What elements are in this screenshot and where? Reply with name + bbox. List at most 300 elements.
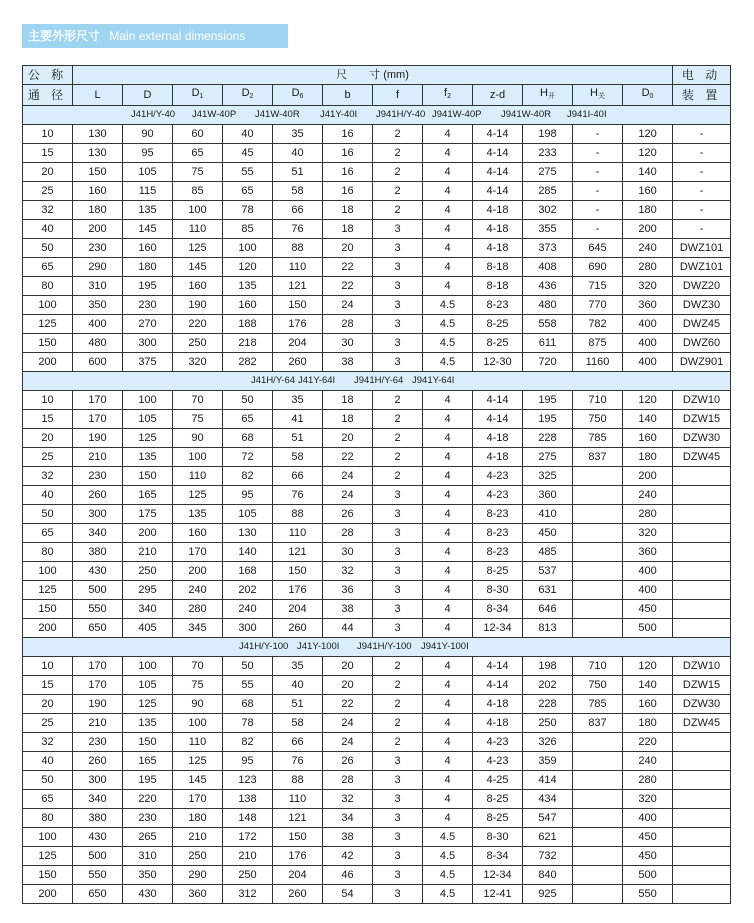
table-row xyxy=(23,771,731,790)
dimension-cell: 558 xyxy=(523,315,573,334)
dimension-cell: 125 xyxy=(123,429,173,448)
dimension-cell: 24 xyxy=(323,467,373,486)
dimension-cell: 250 xyxy=(223,866,273,885)
dimension-cell: 54 xyxy=(323,885,373,904)
dimension-cell: 4 xyxy=(423,790,473,809)
column-header xyxy=(173,85,223,106)
dimension-cell: 18 xyxy=(323,391,373,410)
dimension-cell: 3 xyxy=(373,524,423,543)
actuator-cell: DZW10 xyxy=(673,657,731,676)
column-header-text: H xyxy=(590,87,598,99)
dimension-cell: 240 xyxy=(623,239,673,258)
model-band xyxy=(23,372,731,391)
dimension-cell: 38 xyxy=(323,353,373,372)
dimension-cell: 646 xyxy=(523,600,573,619)
dimension-cell: 4.5 xyxy=(423,334,473,353)
table-row xyxy=(23,486,731,505)
dimension-cell: 20 xyxy=(323,239,373,258)
dimension-cell: 8-25 xyxy=(473,334,523,353)
column-header-sub: 关 xyxy=(597,93,605,100)
dimension-cell: 4 xyxy=(423,524,473,543)
dimension-cell: 78 xyxy=(223,714,273,733)
nominal-diameter-cell: 40 xyxy=(23,486,73,505)
dimension-cell: 340 xyxy=(123,600,173,619)
dimension-cell: 1160 xyxy=(573,353,623,372)
dimension-cell: 42 xyxy=(323,847,373,866)
dimension-cell: 90 xyxy=(123,125,173,144)
actuator-cell xyxy=(673,771,731,790)
dimension-cell: 105 xyxy=(123,676,173,695)
dimension-cell: 400 xyxy=(73,315,123,334)
dimension-cell: 2 xyxy=(373,182,423,201)
dimension-cell: 76 xyxy=(273,486,323,505)
nominal-diameter-cell: 125 xyxy=(23,315,73,334)
dimension-cell: 8-23 xyxy=(473,543,523,562)
dimension-cell: - xyxy=(573,163,623,182)
dimension-cell: 770 xyxy=(573,296,623,315)
dimension-cell: 550 xyxy=(73,866,123,885)
actuator-cell xyxy=(673,600,731,619)
dimension-cell: 4-18 xyxy=(473,714,523,733)
column-header: D xyxy=(123,85,173,106)
dimension-cell: 2 xyxy=(373,714,423,733)
dimension-cell: 4 xyxy=(423,543,473,562)
dimension-cell: 180 xyxy=(73,201,123,220)
dimension-cell: 110 xyxy=(273,790,323,809)
dimension-cell: 130 xyxy=(73,144,123,163)
dimension-cell: 3 xyxy=(373,353,423,372)
dimension-cell: 24 xyxy=(323,733,373,752)
dimension-cell: 12-41 xyxy=(473,885,523,904)
dimension-cell xyxy=(573,752,623,771)
dimension-cell: 282 xyxy=(223,353,273,372)
dimension-cell: 3 xyxy=(373,239,423,258)
dimension-cell: 375 xyxy=(123,353,173,372)
actuator-cell: DZW30 xyxy=(673,429,731,448)
nominal-diameter-cell: 50 xyxy=(23,771,73,790)
dimension-cell: 72 xyxy=(223,448,273,467)
dimension-cell: - xyxy=(573,201,623,220)
dimension-cell: 90 xyxy=(173,695,223,714)
model-band-cell xyxy=(23,372,731,391)
dimension-cell: 408 xyxy=(523,258,573,277)
dimension-cell: 28 xyxy=(323,771,373,790)
dimension-cell: 190 xyxy=(173,296,223,315)
dimension-cell: 210 xyxy=(73,448,123,467)
dimension-cell: 20 xyxy=(323,429,373,448)
nominal-diameter-cell: 10 xyxy=(23,125,73,144)
dimension-cell: 410 xyxy=(523,505,573,524)
dimension-cell: 8-23 xyxy=(473,296,523,315)
dimension-cell: 46 xyxy=(323,866,373,885)
dimension-cell xyxy=(573,733,623,752)
dimension-cell: 400 xyxy=(623,809,673,828)
dimension-cell: 35 xyxy=(273,125,323,144)
dimension-cell: 123 xyxy=(223,771,273,790)
column-header: b xyxy=(323,85,373,106)
nominal-diameter-cell: 200 xyxy=(23,353,73,372)
dimension-cell: 51 xyxy=(273,695,323,714)
nominal-diameter-cell: 10 xyxy=(23,391,73,410)
dimension-cell: 110 xyxy=(273,524,323,543)
column-header xyxy=(623,85,673,106)
dimension-cell: 200 xyxy=(173,562,223,581)
column-header-text: D xyxy=(291,87,300,99)
dimension-cell: 2 xyxy=(373,410,423,429)
dimension-cell: 160 xyxy=(623,695,673,714)
dimension-cell: 135 xyxy=(123,448,173,467)
dimension-cell: 176 xyxy=(273,315,323,334)
actuator-head-2: 装 置 xyxy=(673,85,731,106)
dimension-cell: 355 xyxy=(523,220,573,239)
dimension-cell: 345 xyxy=(173,619,223,638)
dimension-cell: 30 xyxy=(323,543,373,562)
nominal-diameter-cell: 25 xyxy=(23,182,73,201)
model-code: J941I-40I xyxy=(567,109,607,120)
dimension-cell: 22 xyxy=(323,258,373,277)
dimension-cell: 240 xyxy=(173,581,223,600)
nominal-diameter-cell: 100 xyxy=(23,828,73,847)
actuator-cell: DWZ20 xyxy=(673,277,731,296)
nominal-diameter-cell: 125 xyxy=(23,847,73,866)
dimension-cell: 500 xyxy=(623,619,673,638)
table-row xyxy=(23,410,731,429)
dimension-cell: 160 xyxy=(623,182,673,201)
dimension-cell: 168 xyxy=(223,562,273,581)
actuator-cell: DWZ101 xyxy=(673,258,731,277)
dimension-cell: 40 xyxy=(273,676,323,695)
dimension-cell: 2 xyxy=(373,448,423,467)
dimension-cell: 204 xyxy=(273,866,323,885)
dimension-cell: 85 xyxy=(173,182,223,201)
dimension-cell: - xyxy=(573,144,623,163)
actuator-cell: - xyxy=(673,125,731,144)
dimension-cell: 4 xyxy=(423,771,473,790)
dimension-cell: 4 xyxy=(423,600,473,619)
dimension-cell: 32 xyxy=(323,562,373,581)
dimension-cell: 4 xyxy=(423,714,473,733)
dimension-cell: 12-30 xyxy=(473,353,523,372)
dimension-cell: - xyxy=(573,220,623,239)
dimension-cell: 202 xyxy=(523,676,573,695)
dimension-cell: 3 xyxy=(373,866,423,885)
dimension-cell: 485 xyxy=(523,543,573,562)
table-row xyxy=(23,676,731,695)
dimension-cell: 450 xyxy=(623,828,673,847)
dimension-cell: 4.5 xyxy=(423,866,473,885)
dimension-cell: 90 xyxy=(173,429,223,448)
dimension-cell: 537 xyxy=(523,562,573,581)
nominal-diameter-cell: 50 xyxy=(23,505,73,524)
actuator-cell xyxy=(673,543,731,562)
model-code: J41H/Y-64 xyxy=(251,375,296,386)
nominal-diameter-cell: 150 xyxy=(23,866,73,885)
dimension-cell: 400 xyxy=(623,581,673,600)
dimension-cell: 840 xyxy=(523,866,573,885)
dimension-cell: 4 xyxy=(423,467,473,486)
dimension-cell xyxy=(573,619,623,638)
dimension-cell: 125 xyxy=(173,752,223,771)
dimension-cell: 130 xyxy=(73,125,123,144)
dimension-cell: 202 xyxy=(223,581,273,600)
dimension-cell: 430 xyxy=(73,562,123,581)
dimension-cell: 100 xyxy=(173,714,223,733)
dimension-cell: 170 xyxy=(173,543,223,562)
dimension-cell: 250 xyxy=(123,562,173,581)
dimension-cell: 2 xyxy=(373,467,423,486)
dimension-cell: 138 xyxy=(223,790,273,809)
dimension-cell: 500 xyxy=(73,581,123,600)
table-row xyxy=(23,505,731,524)
dimension-cell: 65 xyxy=(223,410,273,429)
dimension-cell: 105 xyxy=(223,505,273,524)
dimension-cell: 38 xyxy=(323,600,373,619)
dimension-cell: 500 xyxy=(73,847,123,866)
actuator-cell xyxy=(673,581,731,600)
dimension-cell: 140 xyxy=(623,163,673,182)
table-row xyxy=(23,847,731,866)
dimension-cell xyxy=(573,524,623,543)
dimension-cell: 360 xyxy=(623,543,673,562)
dimension-cell: 270 xyxy=(123,315,173,334)
dimension-cell: 715 xyxy=(573,277,623,296)
dimension-cell: 320 xyxy=(623,790,673,809)
dimension-cell: 160 xyxy=(73,182,123,201)
column-header-sub: 2 xyxy=(249,93,254,100)
dimension-cell: 135 xyxy=(123,714,173,733)
dimension-cell: 230 xyxy=(123,809,173,828)
actuator-cell: DWZ45 xyxy=(673,315,731,334)
dimension-cell: 550 xyxy=(623,885,673,904)
dimension-cell: 4 xyxy=(423,486,473,505)
dimension-cell: 190 xyxy=(73,695,123,714)
dimension-cell: 51 xyxy=(273,163,323,182)
dimension-cell: 611 xyxy=(523,334,573,353)
dimension-cell: 400 xyxy=(623,562,673,581)
dimension-cell: 550 xyxy=(73,600,123,619)
dimension-cell: 310 xyxy=(123,847,173,866)
table-row xyxy=(23,353,731,372)
actuator-cell: DZW30 xyxy=(673,695,731,714)
actuator-cell xyxy=(673,885,731,904)
section-title-cn: 主要外形尺寸 xyxy=(28,29,101,43)
column-header xyxy=(523,85,573,106)
table-row xyxy=(23,125,731,144)
dimension-cell: 150 xyxy=(123,733,173,752)
dimension-cell: 326 xyxy=(523,733,573,752)
dimension-cell: 100 xyxy=(173,201,223,220)
dimension-cell: 710 xyxy=(573,391,623,410)
actuator-cell xyxy=(673,619,731,638)
actuator-cell: DWZ30 xyxy=(673,296,731,315)
dimension-cell: 480 xyxy=(523,296,573,315)
dimension-cell: 280 xyxy=(623,505,673,524)
dimension-cell: 180 xyxy=(173,809,223,828)
model-code: J41Y-40I xyxy=(320,109,358,120)
dimension-cell: 176 xyxy=(273,847,323,866)
dimension-cell: 4 xyxy=(423,277,473,296)
dimension-cell: 4 xyxy=(423,391,473,410)
dimension-cell: 785 xyxy=(573,429,623,448)
dimension-cell: 230 xyxy=(123,296,173,315)
nominal-diameter-cell: 80 xyxy=(23,543,73,562)
dimension-cell: 45 xyxy=(223,144,273,163)
dimension-cell: 176 xyxy=(273,581,323,600)
dimension-cell: 150 xyxy=(273,562,323,581)
dimension-cell: 650 xyxy=(73,619,123,638)
dimension-cell: 4 xyxy=(423,258,473,277)
dimension-cell: 210 xyxy=(223,847,273,866)
dimension-cell: 210 xyxy=(123,543,173,562)
dimension-cell: 2 xyxy=(373,695,423,714)
nominal-diameter-head-1: 公 称 xyxy=(23,66,73,85)
dimension-cell: 295 xyxy=(123,581,173,600)
dimension-cell: 121 xyxy=(273,543,323,562)
dimension-cell: 50 xyxy=(223,657,273,676)
nominal-diameter-cell: 200 xyxy=(23,885,73,904)
dimension-cell: 275 xyxy=(523,448,573,467)
dimension-cell: 720 xyxy=(523,353,573,372)
dimension-cell: 160 xyxy=(623,429,673,448)
dimension-cell: 58 xyxy=(273,448,323,467)
dimension-cell: 450 xyxy=(623,600,673,619)
table-row xyxy=(23,429,731,448)
dimension-cell: 3 xyxy=(373,315,423,334)
dimension-cell: 260 xyxy=(73,486,123,505)
dimension-cell xyxy=(573,828,623,847)
dimension-cell: 3 xyxy=(373,581,423,600)
dimension-cell: 180 xyxy=(123,258,173,277)
dimension-cell: 160 xyxy=(223,296,273,315)
dimension-cell: 68 xyxy=(223,429,273,448)
dimension-cell: 4-14 xyxy=(473,410,523,429)
actuator-cell xyxy=(673,809,731,828)
dimension-cell: 4 xyxy=(423,676,473,695)
actuator-cell: DZW45 xyxy=(673,448,731,467)
dimension-cell: 360 xyxy=(523,486,573,505)
actuator-cell: - xyxy=(673,144,731,163)
table-row xyxy=(23,885,731,904)
dimension-cell: 450 xyxy=(523,524,573,543)
dimension-cell: 100 xyxy=(123,657,173,676)
dimension-cell: 120 xyxy=(623,391,673,410)
dimension-cell: 8-25 xyxy=(473,809,523,828)
dimension-cell: 150 xyxy=(273,296,323,315)
dimension-cell: 16 xyxy=(323,182,373,201)
dimension-cell: 200 xyxy=(623,220,673,239)
dimension-cell: 250 xyxy=(523,714,573,733)
dimension-cell: 4-23 xyxy=(473,733,523,752)
dimension-cell: 813 xyxy=(523,619,573,638)
dimension-cell: 26 xyxy=(323,505,373,524)
model-code: J41W-40P xyxy=(192,109,237,120)
model-band xyxy=(23,638,731,657)
dimension-cell: 4.5 xyxy=(423,315,473,334)
dimension-cell: 140 xyxy=(223,543,273,562)
dimension-cell: 4.5 xyxy=(423,885,473,904)
size-head: 尺 寸 (mm) xyxy=(73,66,673,85)
column-header xyxy=(223,85,273,106)
dimension-cell: 82 xyxy=(223,467,273,486)
dimension-cell: 260 xyxy=(273,885,323,904)
column-header-text: D xyxy=(641,87,650,99)
dimension-cell: 3 xyxy=(373,505,423,524)
dimension-cell: 340 xyxy=(73,524,123,543)
dimension-cell: 4-14 xyxy=(473,144,523,163)
table-row xyxy=(23,562,731,581)
dimension-cell: 24 xyxy=(323,714,373,733)
dimension-cell: 4 xyxy=(423,619,473,638)
dimension-cell: 2 xyxy=(373,676,423,695)
actuator-cell: - xyxy=(673,163,731,182)
model-code: J941H/Y-40 xyxy=(376,109,426,120)
column-header xyxy=(273,85,323,106)
nominal-diameter-cell: 100 xyxy=(23,562,73,581)
column-header xyxy=(423,85,473,106)
dimension-cell: 198 xyxy=(523,125,573,144)
table-row xyxy=(23,828,731,847)
dimension-cell: 195 xyxy=(123,277,173,296)
dimension-cell: 170 xyxy=(73,676,123,695)
dimension-cell: 350 xyxy=(73,296,123,315)
dimension-cell xyxy=(573,562,623,581)
nominal-diameter-cell: 32 xyxy=(23,467,73,486)
dimension-cell: 3 xyxy=(373,486,423,505)
model-band xyxy=(23,106,731,125)
dimension-cell: 4 xyxy=(423,695,473,714)
dimension-cell: 188 xyxy=(223,315,273,334)
actuator-cell: - xyxy=(673,201,731,220)
dimension-cell: 280 xyxy=(623,771,673,790)
dimension-cell: 70 xyxy=(173,391,223,410)
dimension-cell: 4 xyxy=(423,562,473,581)
dimension-cell: 480 xyxy=(73,334,123,353)
table-row xyxy=(23,543,731,562)
dimension-cell: 95 xyxy=(123,144,173,163)
dimension-cell: 55 xyxy=(223,163,273,182)
dimension-cell: 195 xyxy=(523,391,573,410)
table-row xyxy=(23,524,731,543)
dimension-cell: 3 xyxy=(373,296,423,315)
dimension-cell: 228 xyxy=(523,429,573,448)
nominal-diameter-cell: 20 xyxy=(23,695,73,714)
dimension-cell: 250 xyxy=(173,847,223,866)
dimension-cell: 135 xyxy=(223,277,273,296)
dimension-cell: 30 xyxy=(323,334,373,353)
dimension-cell: 175 xyxy=(123,505,173,524)
dimension-cell: 110 xyxy=(173,467,223,486)
dimension-cell: 8-30 xyxy=(473,828,523,847)
dimension-cell: 95 xyxy=(223,486,273,505)
nominal-diameter-cell: 25 xyxy=(23,448,73,467)
dimension-cell xyxy=(573,543,623,562)
dimension-cell: 88 xyxy=(273,239,323,258)
table-row xyxy=(23,144,731,163)
actuator-cell: - xyxy=(673,182,731,201)
dimension-cell: 22 xyxy=(323,695,373,714)
nominal-diameter-cell: 20 xyxy=(23,163,73,182)
dimension-cell: 198 xyxy=(523,657,573,676)
table-row xyxy=(23,296,731,315)
dimension-cell: 350 xyxy=(123,866,173,885)
dimension-cell: 325 xyxy=(523,467,573,486)
dimension-cell: 210 xyxy=(173,828,223,847)
model-code: J941W-40P xyxy=(432,109,482,120)
dimension-cell: 8-23 xyxy=(473,505,523,524)
table-row xyxy=(23,258,731,277)
dimension-cell: 785 xyxy=(573,695,623,714)
nominal-diameter-cell: 80 xyxy=(23,277,73,296)
